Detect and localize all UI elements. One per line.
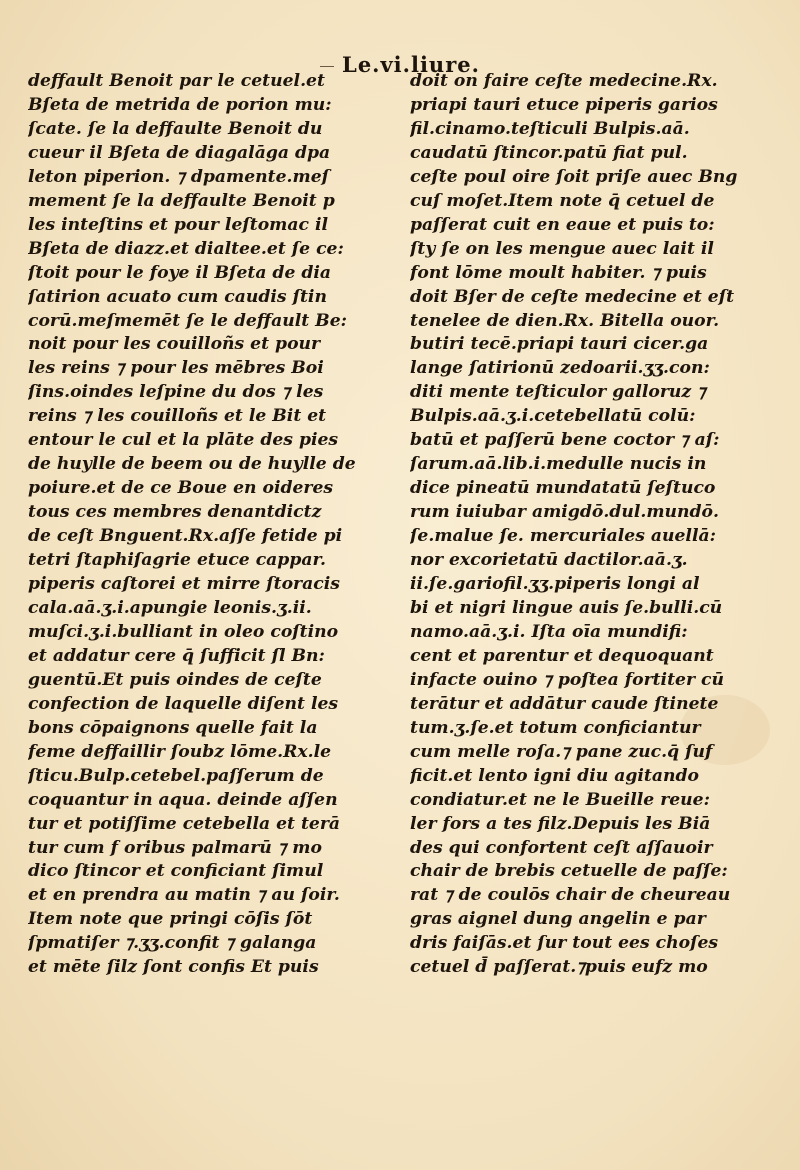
text-line: fil.cinamo.teſticuli Bulpis.aā. bbox=[410, 118, 690, 139]
text-line: Bulpis.aā.ʒ.i.cetebellatū colū: bbox=[410, 406, 696, 427]
right-text-column bbox=[410, 70, 762, 980]
text-line: dico ſtincor et conficiant ſimul bbox=[28, 861, 324, 882]
header-rule bbox=[320, 66, 334, 67]
text-line: tur cum f oribus palmarū ⁊ mo bbox=[28, 837, 322, 858]
text-line: ſtoit pour le foye il Bſeta de dia bbox=[28, 262, 332, 283]
text-line: condiatur.et ne le Bueille reue: bbox=[410, 789, 710, 810]
text-line: ſcate. ſe la deffaulte Benoit du bbox=[28, 118, 323, 139]
text-line: cueur il Bſeta de diagalāga dpa bbox=[28, 142, 331, 163]
left-text-column bbox=[28, 70, 380, 980]
text-line: cetuel d̄ paſſerat.⁊puis eufz mo bbox=[410, 957, 708, 978]
text-line: diti mente teſticulor galloruz ⁊ bbox=[410, 382, 706, 403]
text-line: et mēte ſilz ſont confis Et puis bbox=[28, 957, 319, 978]
text-line: Item note que pringi cōſis ſōt bbox=[28, 909, 313, 930]
text-line: deffault Benoit par le cetuel.et bbox=[28, 71, 325, 91]
text-line: ler fors a tes filz.Depuis les Biā bbox=[410, 813, 711, 834]
text-line: nor excorietatū dactilor.aā.ʒ. bbox=[410, 550, 688, 571]
text-line: confection de laquelle diſent les bbox=[28, 693, 339, 714]
text-line: Bſeta de diazz.et dialtee.et ſe ce: bbox=[28, 238, 344, 259]
text-line: les inteſtins et pour leſtomac il bbox=[28, 214, 329, 235]
text-line: bons cōpaignons quelle fait la bbox=[28, 717, 318, 738]
text-line: ii.ſe.gariofil.ʒʒ.piperis longi al bbox=[410, 574, 700, 595]
text-line: butiri tecē.priapi tauri cicer.ga bbox=[410, 334, 709, 355]
text-line: doit on faire ceſte medecine.Rx. bbox=[410, 71, 718, 91]
text-line: namo.aā.ʒ.i. Iſta oīa mundifi: bbox=[410, 621, 688, 642]
text-line: gras aignel dung angelin e par bbox=[410, 909, 706, 930]
text-line: Bſeta de metrida de porion mu: bbox=[28, 94, 332, 115]
text-line: noit pour les couilloñs et pour bbox=[28, 334, 321, 355]
text-line: font lōme moult habiter. ⁊ puis bbox=[410, 262, 707, 283]
text-line: ſticu.Bulp.cetebel.paſſerum de bbox=[28, 765, 324, 786]
text-line: leton piperion. ⁊ dpamente.meſ bbox=[28, 166, 330, 187]
text-line: mement ſe la deffaulte Benoit p bbox=[28, 190, 335, 211]
text-line: tur et potiſſime cetebella et terā bbox=[28, 813, 341, 834]
text-line: ſins.oindes leſpine du dos ⁊ les bbox=[28, 382, 324, 403]
text-line: ficit.et lento igni diu agitando bbox=[410, 765, 699, 786]
text-line: doit Bſer de ceſte medecine et eſt bbox=[410, 286, 735, 307]
text-line: tous ces membres denantdictz bbox=[28, 502, 322, 523]
text-line: piperis caſtorei et mirre ſtoracis bbox=[28, 574, 340, 595]
text-line: lange ſatirionū zedoarii.ʒʒ.con: bbox=[410, 358, 710, 379]
text-line: cuſ moſet.Item note q̄ cetuel de bbox=[410, 190, 715, 211]
text-line: ſty ſe on les mengue auec lait il bbox=[410, 238, 714, 259]
text-line: et en prendra au matin ⁊ au ſoir. bbox=[28, 885, 340, 906]
text-line: de huylle de beem ou de huylle de bbox=[28, 454, 356, 475]
text-line: cent et parentur et dequoquant bbox=[410, 645, 714, 666]
text-line: dris faiſās.et ſur tout ees choſes bbox=[410, 933, 719, 954]
text-line: de ceſt Bnguent.Rx.aſſe fetide pi bbox=[28, 526, 343, 547]
text-line: corū.meſmemēt ſe le deffault Be: bbox=[28, 310, 347, 331]
text-line: priapi tauri etuce piperis garios bbox=[410, 94, 718, 115]
text-line: guentū.Et puis oindes de ceſte bbox=[28, 669, 322, 690]
text-line: les reins ⁊ pour les mēbres Boi bbox=[28, 358, 324, 379]
text-line: coquantur in aqua. deinde aſſen bbox=[28, 789, 338, 810]
text-line: muſci.ʒ.i.bulliant in oleo coſtino bbox=[28, 621, 339, 642]
text-line: ſatirion acuato cum caudis ſtin bbox=[28, 286, 327, 307]
text-line: poiure.et de ce Boue en oideres bbox=[28, 478, 334, 499]
text-line: feme deffaillir ſoubz lōme.Rx.le bbox=[28, 741, 332, 762]
text-line: bi et nigri lingue auis ſe.bulli.cū bbox=[410, 597, 723, 618]
text-line: tum.ʒ.ſe.et totum conficiantur bbox=[410, 717, 701, 738]
text-line: dice pineatū mundatatū ſeſtuco bbox=[410, 478, 716, 499]
text-line: infacte ouino ⁊ poſtea fortiter cū bbox=[410, 669, 724, 690]
text-line: caudatū ſtincor.patū fiat pul. bbox=[410, 142, 688, 163]
text-line: tenelee de dien.Rx. Bitella ouor. bbox=[410, 310, 720, 331]
text-line: reins ⁊ les couilloñs et le Bit et bbox=[28, 406, 327, 427]
text-line: ſpmatiſer ⁊.ʒʒ.confit ⁊ galanga bbox=[28, 933, 317, 954]
text-line: chair de brebis cetuelle de paſſe: bbox=[410, 861, 728, 882]
text-line: cum melle roſa.⁊ pane zuc.q̄ ſuf bbox=[410, 741, 713, 762]
text-line: cala.aā.ʒ.i.apungie leonis.ʒ.ii. bbox=[28, 597, 312, 618]
text-line: ceſte poul oire ſoit priſe auec Bng bbox=[410, 166, 738, 187]
text-line: ſe.malue ſe. mercuriales auellā: bbox=[410, 526, 716, 547]
text-line: ſarum.aā.lib.i.medulle nucis in bbox=[410, 454, 707, 475]
text-line: des qui confortent ceſt aſſauoir bbox=[410, 837, 713, 858]
text-line: batū et paſſerū bene coctor ⁊ aſ: bbox=[410, 430, 720, 451]
text-line: entour le cul et la plāte des pies bbox=[28, 430, 339, 451]
text-line: terātur et addātur caude ſtinete bbox=[410, 693, 719, 714]
running-title: Le.vi.liure. bbox=[342, 52, 480, 77]
text-line: paſſerat cuit en eaue et puis to: bbox=[410, 214, 715, 235]
text-line: tetri ſtaphiſagrie etuce cappar. bbox=[28, 550, 326, 571]
text-line: rat ⁊ de coulōs chair de cheureau bbox=[410, 885, 731, 906]
text-line: rum iuiubar amigdō.dul.mundō. bbox=[410, 502, 719, 523]
text-line: et addatur cere q̄ ſufficit ſl Bn: bbox=[28, 645, 325, 666]
